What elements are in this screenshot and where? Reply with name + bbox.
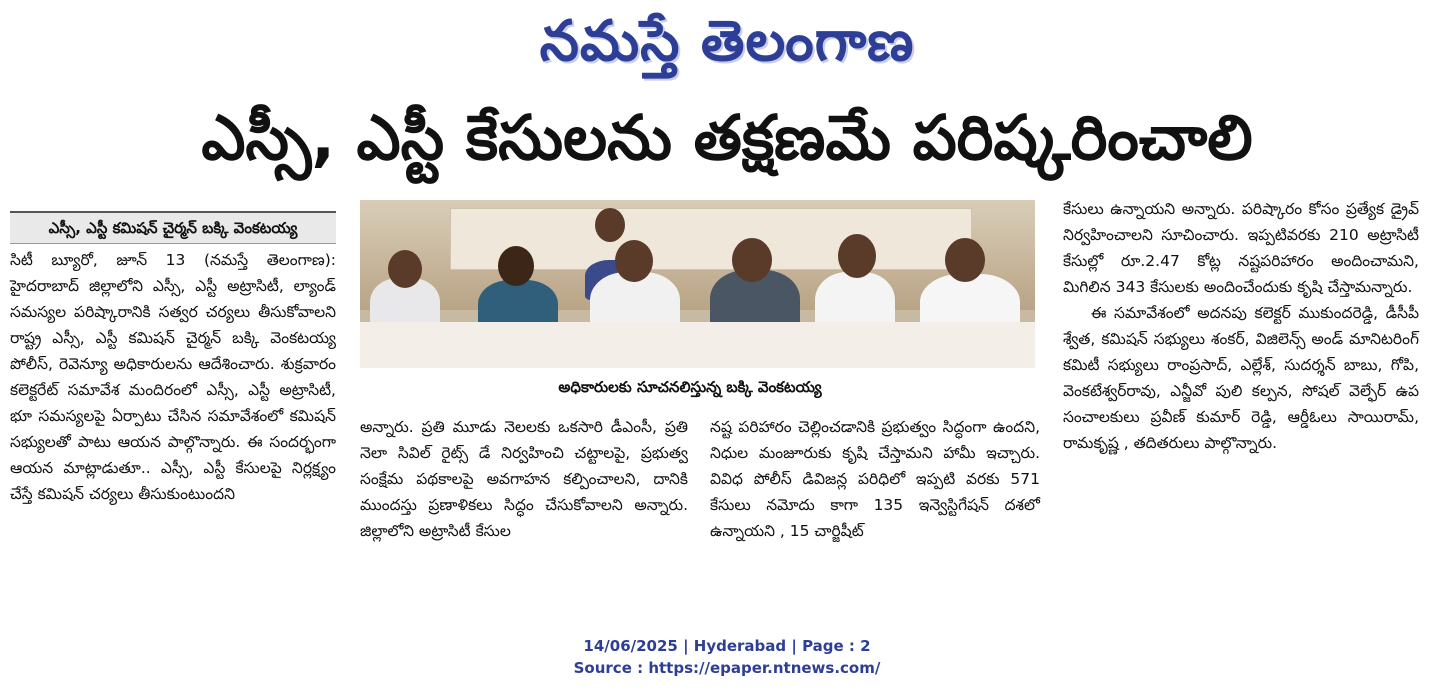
article-column-4 xyxy=(1063,196,1419,456)
article-column-1 xyxy=(10,247,336,507)
article-column-3 xyxy=(710,414,1040,544)
edition-info: 14/06/2025 | Hyderabad | Page : 2 xyxy=(583,637,871,655)
article-byline: ఎస్సీ, ఎస్టీ కమిషన్ చైర్మన్ బక్కి వెంకటయ్య xyxy=(10,211,336,244)
article-paragraph: అన్నారు. ప్రతి మూడు నెలలకు ఒకసారి డీఎంసీ, ప్రతి నెలా సివిల్ రైట్స్ డే నిర్వహించి చట్టాలపై, ప్రభుత్వ సంక్షేమ పథకాలపై అవగాహన కల్పించాలని, దానికి ముందస్తు ప్రణాళికలు సిద్ధం చేసుకోవాలని అన్నారు. జిల్లాలోని అట్రాసిటీ కేసుల xyxy=(360,418,688,540)
article-paragraph: నష్ట పరిహారం చెల్లించడానికి ప్రభుత్వం సిద్ధంగా ఉందని, నిధుల మంజూరుకు కృషి చేస్తామని హామీ ఇచ్చారు. వివిధ పోలీస్ డివిజన్ల పరిధిలో ఇప్పటి వరకు 571 కేసులు నమోదు కాగా 135 ఇన్వెస్టిగేషన్ దశలో ఉన్నాయని , 15 చార్జిషీట్ xyxy=(710,418,1040,540)
source-link[interactable]: Source : https://epaper.ntnews.com/ xyxy=(573,659,881,677)
article-headline: ఎస్సీ, ఎస్టీ కేసులను తక్షణమే పరిష్కరించాలి xyxy=(201,101,1253,174)
article-paragraph: ఈ సమావేశంలో అదనపు కలెక్టర్ ముకుందరెడ్డి, డీసీపీ శ్వేత, కమిషన్ సభ్యులు శంకర్, విజిలెన్స్ అండ్ మానిటరింగ్ కమిటీ సభ్యులు రాంప్రసాద్, ఎల్లేశ్, సుదర్శన్ బాబు, గోపి, వెంకటేశ్వర్‌రావు, ఎన్జీవో పులి కల్పన, సోషల్ వెల్ఫేర్ ఉప సంచాలకులు ప్రవీణ్ కుమార్ రెడ్డి, ఆర్డీఓలు సాయిరామ్, రామకృష్ణ , తదితరులు పాల్గొన్నారు. xyxy=(1063,304,1419,452)
photo-caption: అధికారులకు సూచనలిస్తున్న బక్కి వెంకటయ్య xyxy=(558,378,822,396)
article-column-2 xyxy=(360,414,688,544)
newspaper-masthead: నమస్తే తెలంగాణ xyxy=(539,9,915,74)
article-paragraph: సిటీ బ్యూరో, జూన్ 13 (నమస్తే తెలంగాణ): హైదరాబాద్ జిల్లాలోని ఎస్సీ, ఎస్టీ అట్రాసిటీ, ల్యాండ్ సమస్యల పరిష్కారానికి సత్వర చర్యలు తీసుకోవాలని రాష్ట్ర ఎస్సీ, ఎస్టీ కమిషన్ చైర్మన్ బక్కి వెంకటయ్య పోలీస్, రెవెన్యూ అధికారులను ఆదేశించారు. శుక్రవారం కలెక్టరేట్ సమావేశ మందిరంలో ఎస్సీ, ఎస్టీ అట్రాసిటీ, భూ సమస్యలపై ఏర్పాటు చేసిన సమావేశంలో కమిషన్ సభ్యులతో పాటు ఆయన పాల్గొన్నారు. ఈ సందర్భంగా ఆయన మాట్లాడుతూ.. ఎస్సీ, ఎస్టీ కేసులపై నిర్లక్ష్యం చేస్తే కమిషన్ చర్యలు తీసుకుంటుందని xyxy=(10,251,336,503)
article-paragraph: కేసులు ఉన్నాయని అన్నారు. పరిష్కారం కోసం ప్రత్యేక డ్రైవ్ నిర్వహించాలని సూచించారు. ఇప్పటివరకు 210 అట్రాసిటీ కేసుల్లో రూ.2.47 కోట్ల నష్టపరిహారం అందించామని, మిగిలిన 343 కేసులకు అందించేందుకు కృషి చేస్తామన్నారు. xyxy=(1063,200,1419,296)
meeting-photo xyxy=(360,200,1035,368)
